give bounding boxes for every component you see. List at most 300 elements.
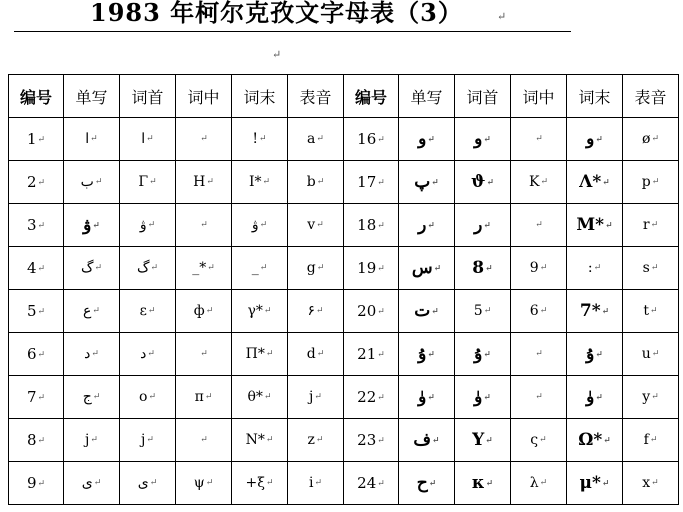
paragraph-mark-icon: ↵ bbox=[37, 178, 46, 188]
cell-value: ø bbox=[642, 131, 651, 147]
cell-value: g bbox=[306, 260, 316, 276]
paragraph-mark-icon: ↵ bbox=[535, 392, 543, 402]
paragraph-mark-icon: ↵ bbox=[483, 392, 491, 403]
paragraph-mark-icon: ↵ bbox=[265, 435, 274, 445]
cell-value: 1 bbox=[26, 130, 37, 148]
paragraph-mark-icon: ↵ bbox=[315, 435, 324, 445]
paragraph-mark-icon: ↵ bbox=[150, 263, 159, 273]
cell-value: 21 bbox=[357, 345, 377, 363]
table-cell bbox=[623, 419, 679, 462]
paragraph-mark-icon: ↵ bbox=[497, 10, 507, 23]
table-cell bbox=[567, 290, 623, 333]
paragraph-mark-icon: ↵ bbox=[649, 435, 658, 445]
cell-value: j bbox=[141, 432, 146, 448]
table-cell bbox=[176, 376, 232, 419]
table-cell bbox=[120, 247, 176, 290]
table-cell bbox=[511, 290, 567, 333]
table-cell bbox=[567, 376, 623, 419]
table-cell bbox=[120, 333, 176, 376]
table-cell bbox=[344, 290, 399, 333]
cell-value: _* bbox=[192, 260, 207, 276]
table-cell bbox=[232, 419, 288, 462]
cell-value: λ bbox=[529, 475, 539, 491]
table-cell bbox=[120, 161, 176, 204]
cell-value: ς bbox=[530, 432, 539, 448]
paragraph-mark-icon: ↵ bbox=[206, 177, 214, 187]
cell-value: 7* bbox=[579, 301, 601, 321]
paragraph-mark-icon: ↵ bbox=[262, 177, 271, 187]
cell-value: 18 bbox=[357, 216, 377, 234]
paragraph-mark-icon: ↵ bbox=[595, 349, 603, 360]
table-body bbox=[9, 118, 679, 505]
cell-value: b bbox=[306, 174, 316, 190]
table-cell bbox=[9, 333, 64, 376]
paragraph-mark-icon: ↵ bbox=[485, 478, 494, 489]
paragraph-mark-icon: ↵ bbox=[651, 177, 660, 187]
cell-value: d bbox=[306, 346, 316, 362]
table-cell bbox=[176, 118, 232, 161]
paragraph-mark-icon: ↵ bbox=[377, 479, 385, 489]
table-cell bbox=[344, 462, 399, 505]
table-row bbox=[9, 247, 679, 290]
cell-value: Γ bbox=[138, 174, 149, 190]
column-header bbox=[344, 75, 399, 118]
table-cell bbox=[288, 161, 344, 204]
paragraph-mark-icon: ↵ bbox=[601, 478, 610, 489]
table-cell bbox=[288, 333, 344, 376]
paragraph-mark-icon: ↵ bbox=[149, 177, 157, 187]
paragraph-mark-icon: ↵ bbox=[37, 393, 46, 403]
table-cell bbox=[344, 247, 399, 290]
table-cell bbox=[567, 161, 623, 204]
table-cell bbox=[455, 161, 511, 204]
paragraph-mark-icon: ↵ bbox=[200, 349, 208, 359]
paragraph-mark-icon: ↵ bbox=[200, 435, 208, 445]
table-cell bbox=[288, 204, 344, 247]
cell-value: 7 bbox=[26, 388, 37, 406]
title-underline bbox=[14, 31, 571, 32]
paragraph-mark-icon: ↵ bbox=[377, 307, 385, 317]
table-cell bbox=[344, 419, 399, 462]
table-cell bbox=[511, 118, 567, 161]
table-cell bbox=[120, 204, 176, 247]
cell-value: 3 bbox=[26, 216, 37, 234]
table-cell bbox=[623, 376, 679, 419]
paragraph-mark-icon: ↵ bbox=[595, 392, 603, 403]
table-cell bbox=[567, 118, 623, 161]
table-cell bbox=[344, 161, 399, 204]
paragraph-mark-icon: ↵ bbox=[93, 478, 102, 488]
table-cell bbox=[176, 161, 232, 204]
paragraph-mark-icon: ↵ bbox=[314, 478, 323, 488]
paragraph-mark-icon: ↵ bbox=[427, 349, 435, 360]
cell-value: θ* bbox=[247, 389, 263, 405]
cell-value: 24 bbox=[357, 474, 377, 492]
table-cell bbox=[9, 118, 64, 161]
table-cell bbox=[399, 204, 455, 247]
table-cell bbox=[64, 161, 120, 204]
paragraph-mark-icon: ↵ bbox=[315, 306, 324, 316]
cell-value: ۶ bbox=[307, 303, 315, 319]
table-cell bbox=[511, 462, 567, 505]
cell-value: μ* bbox=[579, 473, 601, 493]
paragraph-mark-icon: ↵ bbox=[207, 263, 215, 273]
cell-value: H bbox=[193, 174, 206, 190]
table-cell bbox=[232, 118, 288, 161]
table-cell bbox=[344, 333, 399, 376]
table-header bbox=[9, 75, 679, 118]
table-cell bbox=[399, 333, 455, 376]
table-cell bbox=[399, 290, 455, 333]
paragraph-mark-icon: ↵ bbox=[37, 135, 46, 145]
table-cell bbox=[455, 290, 511, 333]
paragraph-mark-icon: ↵ bbox=[259, 220, 268, 230]
column-header bbox=[120, 75, 176, 118]
paragraph-mark-icon: ↵ bbox=[593, 263, 602, 273]
cell-value: گ bbox=[80, 260, 94, 276]
table-cell bbox=[64, 376, 120, 419]
paragraph-mark-icon: ↵ bbox=[314, 392, 322, 402]
column-header-label: 词首 bbox=[466, 87, 499, 107]
paragraph-mark-icon: ↵ bbox=[205, 478, 214, 488]
column-header-label: 词中 bbox=[187, 87, 220, 107]
table-cell bbox=[511, 419, 567, 462]
table-row bbox=[9, 333, 679, 376]
paragraph-mark-icon: ↵ bbox=[651, 134, 659, 144]
column-header bbox=[64, 75, 120, 118]
table-cell bbox=[623, 333, 679, 376]
cell-value: 6 bbox=[26, 345, 37, 363]
table-cell bbox=[288, 419, 344, 462]
paragraph-mark-icon: ↵ bbox=[272, 48, 282, 61]
table-cell bbox=[64, 118, 120, 161]
table-cell bbox=[120, 118, 176, 161]
cell-value: γ* bbox=[247, 303, 263, 319]
table-cell bbox=[232, 333, 288, 376]
cell-value: z bbox=[307, 432, 315, 448]
cell-value: 8 bbox=[26, 431, 37, 449]
cell-value: ى bbox=[137, 475, 149, 491]
document-title: 1983 年柯尔克孜文字母表（3） bbox=[90, 0, 463, 26]
table-cell bbox=[344, 118, 399, 161]
table-cell bbox=[120, 419, 176, 462]
cell-value: 2 bbox=[26, 173, 37, 191]
table-cell bbox=[64, 333, 120, 376]
paragraph-mark-icon: ↵ bbox=[147, 349, 155, 359]
paragraph-mark-icon: ↵ bbox=[433, 263, 442, 274]
paragraph-mark-icon: ↵ bbox=[265, 349, 274, 359]
paragraph-mark-icon: ↵ bbox=[428, 478, 437, 489]
table-cell bbox=[176, 462, 232, 505]
paragraph-mark-icon: ↵ bbox=[539, 478, 548, 488]
paragraph-mark-icon: ↵ bbox=[316, 134, 324, 144]
paragraph-mark-icon: ↵ bbox=[37, 264, 46, 274]
cell-value: ر bbox=[418, 215, 427, 235]
cell-value: K bbox=[528, 174, 540, 190]
column-header bbox=[399, 75, 455, 118]
paragraph-mark-icon: ↵ bbox=[605, 220, 613, 231]
cell-value: 8 bbox=[472, 258, 485, 278]
table-cell bbox=[288, 290, 344, 333]
paragraph-mark-icon: ↵ bbox=[90, 435, 98, 445]
cell-value: j bbox=[309, 389, 314, 405]
table-cell bbox=[344, 376, 399, 419]
cell-value: ت bbox=[414, 301, 431, 321]
cell-value: ۇ bbox=[474, 344, 483, 364]
table-cell bbox=[344, 204, 399, 247]
paragraph-mark-icon: ↵ bbox=[94, 177, 103, 187]
cell-value: Ω* bbox=[578, 430, 603, 450]
column-header bbox=[455, 75, 511, 118]
table-cell bbox=[399, 462, 455, 505]
table-cell bbox=[120, 290, 176, 333]
cell-value: د bbox=[84, 346, 91, 362]
paragraph-mark-icon: ↵ bbox=[427, 220, 435, 231]
table-cell bbox=[9, 419, 64, 462]
table-cell bbox=[9, 247, 64, 290]
column-header-label: 词末 bbox=[578, 87, 611, 107]
cell-value: t bbox=[643, 303, 650, 319]
table-cell bbox=[120, 462, 176, 505]
cell-value: گ bbox=[136, 260, 150, 276]
table-cell bbox=[511, 333, 567, 376]
column-header bbox=[176, 75, 232, 118]
cell-value: _ bbox=[251, 260, 259, 276]
cell-value: س bbox=[411, 258, 433, 278]
paragraph-mark-icon: ↵ bbox=[94, 263, 103, 273]
paragraph-mark-icon: ↵ bbox=[483, 134, 491, 145]
table-cell bbox=[232, 161, 288, 204]
cell-value: u bbox=[641, 346, 651, 362]
table-cell bbox=[232, 290, 288, 333]
paragraph-mark-icon: ↵ bbox=[485, 435, 493, 446]
column-header bbox=[288, 75, 344, 118]
table-cell bbox=[64, 419, 120, 462]
cell-value: ع bbox=[83, 303, 92, 319]
paragraph-mark-icon: ↵ bbox=[37, 221, 46, 231]
paragraph-mark-icon: ↵ bbox=[650, 306, 658, 316]
column-header bbox=[9, 75, 64, 118]
table-row bbox=[9, 419, 679, 462]
cell-value: i bbox=[308, 475, 314, 491]
paragraph-mark-icon: ↵ bbox=[601, 306, 610, 317]
paragraph-mark-icon: ↵ bbox=[431, 177, 439, 188]
paragraph-mark-icon: ↵ bbox=[265, 478, 274, 488]
paragraph-mark-icon: ↵ bbox=[535, 134, 543, 144]
paragraph-mark-icon: ↵ bbox=[259, 263, 268, 273]
table-cell bbox=[232, 204, 288, 247]
paragraph-mark-icon: ↵ bbox=[483, 349, 491, 360]
column-header bbox=[232, 75, 288, 118]
cell-value: 9 bbox=[529, 260, 539, 276]
paragraph-mark-icon: ↵ bbox=[205, 306, 214, 316]
table-cell bbox=[623, 204, 679, 247]
table-cell bbox=[455, 204, 511, 247]
column-header-label: 单写 bbox=[410, 87, 443, 107]
table-cell bbox=[176, 290, 232, 333]
paragraph-mark-icon: ↵ bbox=[651, 478, 659, 488]
table-cell bbox=[567, 462, 623, 505]
table-cell bbox=[399, 419, 455, 462]
table-cell bbox=[176, 204, 232, 247]
paragraph-mark-icon: ↵ bbox=[377, 178, 385, 188]
cell-value: 17 bbox=[357, 173, 377, 191]
table-cell bbox=[567, 204, 623, 247]
cell-value: و bbox=[474, 129, 483, 149]
cell-value: 16 bbox=[357, 130, 377, 148]
table-row bbox=[9, 204, 679, 247]
column-header-label: 编号 bbox=[354, 87, 387, 107]
paragraph-mark-icon: ↵ bbox=[377, 221, 385, 231]
table-cell bbox=[9, 204, 64, 247]
table-cell bbox=[511, 247, 567, 290]
column-header-label: 词首 bbox=[131, 87, 164, 107]
cell-value: 20 bbox=[357, 302, 377, 320]
table-cell bbox=[232, 376, 288, 419]
table-cell bbox=[455, 247, 511, 290]
paragraph-mark-icon: ↵ bbox=[90, 134, 98, 144]
column-header-label: 表音 bbox=[299, 87, 332, 107]
paragraph-mark-icon: ↵ bbox=[483, 220, 491, 231]
paragraph-mark-icon: ↵ bbox=[540, 177, 548, 187]
cell-value: 4 bbox=[26, 259, 37, 277]
paragraph-mark-icon: ↵ bbox=[651, 392, 659, 402]
cell-value: r bbox=[642, 217, 650, 233]
column-header bbox=[567, 75, 623, 118]
cell-value: Π* bbox=[245, 346, 265, 362]
cell-value: : bbox=[587, 260, 593, 276]
paragraph-mark-icon: ↵ bbox=[427, 392, 435, 403]
paragraph-mark-icon: ↵ bbox=[200, 220, 208, 230]
table-cell bbox=[623, 247, 679, 290]
table-cell bbox=[567, 247, 623, 290]
paragraph-mark-icon: ↵ bbox=[92, 392, 101, 402]
paragraph-mark-icon: ↵ bbox=[650, 263, 659, 273]
paragraph-mark-icon: ↵ bbox=[149, 478, 158, 488]
table-cell bbox=[511, 204, 567, 247]
table-cell bbox=[623, 161, 679, 204]
cell-value: و bbox=[418, 129, 427, 149]
table-cell bbox=[399, 376, 455, 419]
cell-value: p bbox=[641, 174, 651, 190]
table-cell bbox=[9, 462, 64, 505]
column-header-label: 词中 bbox=[522, 87, 555, 107]
paragraph-mark-icon: ↵ bbox=[535, 220, 543, 230]
paragraph-mark-icon: ↵ bbox=[91, 349, 99, 359]
cell-value: π bbox=[194, 389, 204, 405]
alphabet-table-container bbox=[8, 74, 678, 501]
paragraph-mark-icon: ↵ bbox=[427, 134, 435, 145]
table-cell bbox=[455, 376, 511, 419]
table-cell bbox=[64, 204, 120, 247]
paragraph-mark-icon: ↵ bbox=[92, 220, 100, 231]
cell-value: a bbox=[307, 131, 316, 147]
cell-value: ۈ bbox=[474, 387, 483, 407]
paragraph-mark-icon: ↵ bbox=[602, 177, 610, 188]
table-cell bbox=[623, 462, 679, 505]
paragraph-mark-icon: ↵ bbox=[37, 436, 46, 446]
paragraph-mark-icon: ↵ bbox=[148, 392, 156, 402]
cell-value: N* bbox=[245, 432, 265, 448]
table-cell bbox=[120, 376, 176, 419]
column-header-label: 编号 bbox=[19, 87, 52, 107]
cell-value: ا bbox=[141, 131, 146, 147]
table-cell bbox=[288, 376, 344, 419]
paragraph-mark-icon: ↵ bbox=[147, 306, 156, 316]
cell-value: 22 bbox=[357, 388, 377, 406]
paragraph-mark-icon: ↵ bbox=[37, 479, 46, 489]
table-cell bbox=[455, 419, 511, 462]
table-cell bbox=[455, 118, 511, 161]
cell-value: 19 bbox=[357, 259, 377, 277]
table-cell bbox=[567, 419, 623, 462]
paragraph-mark-icon: ↵ bbox=[651, 349, 660, 359]
table-cell bbox=[455, 333, 511, 376]
cell-value: ۋ bbox=[83, 215, 92, 235]
paragraph-mark-icon: ↵ bbox=[316, 177, 325, 187]
table-cell bbox=[399, 247, 455, 290]
paragraph-mark-icon: ↵ bbox=[259, 134, 267, 144]
cell-value: ф bbox=[193, 303, 205, 319]
cell-value: 5 bbox=[26, 302, 37, 320]
header-row bbox=[9, 75, 679, 118]
paragraph-mark-icon: ↵ bbox=[316, 263, 325, 273]
cell-value: ۇ bbox=[418, 344, 427, 364]
cell-value: I* bbox=[248, 174, 262, 190]
cell-value: j bbox=[85, 432, 90, 448]
paragraph-mark-icon: ↵ bbox=[539, 435, 547, 445]
table-cell bbox=[455, 462, 511, 505]
paragraph-mark-icon: ↵ bbox=[92, 306, 100, 316]
table-row bbox=[9, 462, 679, 505]
table-cell bbox=[623, 118, 679, 161]
paragraph-mark-icon: ↵ bbox=[377, 393, 385, 403]
paragraph-mark-icon: ↵ bbox=[485, 263, 493, 274]
paragraph-mark-icon: ↵ bbox=[263, 306, 272, 316]
paragraph-mark-icon: ↵ bbox=[147, 220, 156, 230]
paragraph-mark-icon: ↵ bbox=[483, 306, 492, 316]
paragraph-mark-icon: ↵ bbox=[316, 349, 325, 359]
table-cell bbox=[176, 333, 232, 376]
table-cell bbox=[9, 376, 64, 419]
cell-value: ϑ bbox=[471, 172, 486, 192]
paragraph-mark-icon: ↵ bbox=[377, 436, 385, 446]
paragraph-mark-icon: ↵ bbox=[595, 134, 603, 145]
table-row bbox=[9, 161, 679, 204]
cell-value: و bbox=[586, 129, 595, 149]
table-row bbox=[9, 290, 679, 333]
cell-value: ε bbox=[139, 303, 147, 319]
cell-value: ۋ bbox=[139, 217, 147, 233]
paragraph-mark-icon: ↵ bbox=[263, 392, 272, 402]
paragraph-mark-icon: ↵ bbox=[37, 307, 46, 317]
cell-value: 5 bbox=[473, 303, 483, 319]
paragraph-mark-icon: ↵ bbox=[377, 264, 385, 274]
cell-value: ج bbox=[82, 389, 92, 405]
paragraph-mark-icon: ↵ bbox=[200, 134, 208, 144]
cell-value: ۈ bbox=[586, 387, 595, 407]
cell-value: ۇ bbox=[586, 344, 595, 364]
cell-value: x bbox=[642, 475, 651, 491]
table-cell bbox=[64, 462, 120, 505]
cell-value: ى bbox=[81, 475, 93, 491]
cell-value: پ bbox=[414, 172, 431, 192]
cell-value: Y bbox=[472, 430, 485, 450]
cell-value: M* bbox=[576, 215, 605, 235]
table-cell bbox=[288, 462, 344, 505]
column-header-label: 表音 bbox=[634, 87, 667, 107]
paragraph-mark-icon: ↵ bbox=[539, 306, 548, 316]
